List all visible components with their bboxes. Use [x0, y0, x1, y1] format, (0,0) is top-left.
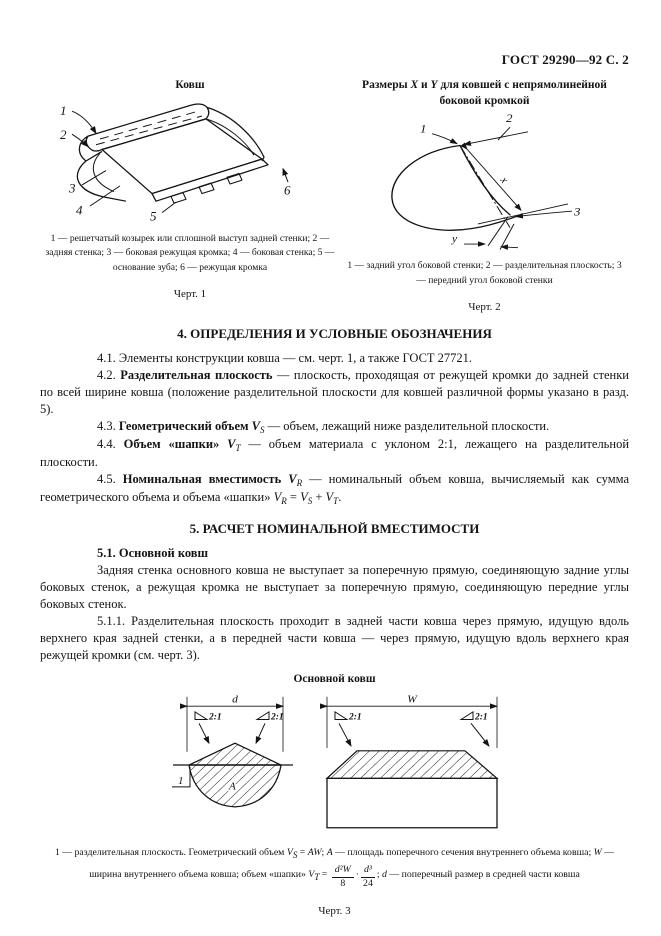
paragraph-5-1-heading: 5.1. Основной ковш [97, 545, 209, 560]
callout-label: 1 [177, 775, 183, 788]
callout-label: 1 [419, 122, 426, 136]
figure-3-title: Основной ковш [293, 672, 376, 685]
paragraph-4-2: 4.2. Разделительная плоскость — плоскость, проходящая от режущей кромки до задней стенки по всей ширине ковша (положение разделительной плоскости для ковшей различной формы указано в разд. 5). [40, 367, 629, 416]
page-header: ГОСТ 29290—92 С. 2 [501, 52, 629, 67]
section-4-heading: 4. ОПРЕДЕЛЕНИЯ И УСЛОВНЫЕ ОБОЗНАЧЕНИЯ [177, 325, 492, 341]
side-profile-drawing [360, 109, 610, 255]
dimension-x-label: x [497, 174, 511, 186]
callout-label: 1 [60, 103, 67, 118]
figure-1-label: Черт. 1 [173, 288, 207, 301]
figures-row [40, 78, 629, 313]
paragraph-5-1-1: 5.1.1. Разделительная плоскость проходит в задней части ковша через прямую, идущую вдоль верхнего края задней стенки, а в передней части ковша — через прямую, идущую вдоль верхнего края режущей кромки (см. черт. 3). [40, 613, 630, 662]
figure-3 [40, 672, 629, 917]
figure-2-label: Черт. 2 [468, 300, 501, 313]
paragraph-4-1: 4.1. Элементы конструкции ковша — см. черт. 1, а также ГОСТ 27721. [97, 350, 473, 365]
figure-1-caption: 1 — решетчатый козырек или сплошной выступ задней стенки; 2 — задняя стенка; 3 — боковая режущая кромка; 4 — боковая стенка; 5 — основание зуба; 6 — режущая кромка [45, 232, 335, 274]
figure-2-title: Размеры X и Y для ковшей с непрямолинейной боковой кромкой [362, 79, 607, 107]
callout-label: 6 [284, 183, 291, 197]
figure-2 [340, 78, 629, 313]
callout-label: 3 [69, 181, 76, 196]
cross-sections-drawing [165, 691, 505, 841]
paragraph-5-1-body: Задняя стенка основного ковша не выступает за поперечную прямую, соединяющую задние углы боковых стенок, а режущая кромка не выступает за поперечную прямую, соединяющую передние углы боковых стенок. [40, 562, 629, 611]
callout-label: 2 [505, 111, 512, 125]
figure-1-title: Ковш [175, 79, 205, 91]
dimension-d-label: d [231, 693, 238, 706]
figure-2-caption: 1 — задний угол боковой стенки; 2 — разделительная плоскость; 3 — передний угол боковой стенки [347, 260, 622, 286]
dimension-y-label: y [451, 233, 457, 246]
callout-label: 5 [150, 209, 157, 223]
figure-3-caption: 1 — разделительная плоскость. Геометрический объем VS = AW; A — площадь поперечного сечения внутреннего объема ковша; W — ширина внутреннего объема ковша; объем «шапки» VT = $\frac{\text{d²W}}{8}$ · $\frac{\text{d³}}{24}$ ; d — поперечный размер в средней части ковша [54, 847, 615, 889]
callout-label: 3 [573, 205, 580, 219]
figure-3-label: Черт. 3 [318, 905, 351, 918]
slope-ratio-label: 2:1 [270, 712, 284, 723]
bucket-drawing [50, 94, 330, 228]
figure-1 [40, 78, 340, 313]
section-5-heading: 5. РАСЧЕТ НОМИНАЛЬНОЙ ВМЕСТИМОСТИ [189, 520, 480, 536]
slope-ratio-label: 2:1 [208, 712, 222, 723]
callout-label: 2 [60, 127, 67, 142]
dimension-w-label: W [406, 693, 417, 706]
fraction: $\frac{\text{d³}}{24}$ [361, 865, 375, 889]
slope-ratio-label: 2:1 [348, 712, 362, 723]
slope-ratio-label: 2:1 [474, 712, 488, 723]
paragraph-4-3: 4.3. Геометрический объем $V_S$ — объем, лежащий ниже разделительной плоскости. [97, 418, 550, 435]
area-label: A [228, 781, 236, 793]
paragraph-4-4: 4.4. Объем «шапки» $V_T$ — объем материала с уклоном 2:1, лежащего на разделительной плоскости. [40, 436, 630, 470]
paragraph-4-5: 4.5. Номинальная вместимость $V_R$ — номинальный объем ковша, вычисляемый как сумма геометрического объема и объема «шапки» $V_R = V_S + V_T$. [40, 472, 629, 507]
fraction: $\frac{\text{d²W}}{8}$ [332, 865, 354, 889]
callout-label: 4 [76, 203, 83, 218]
